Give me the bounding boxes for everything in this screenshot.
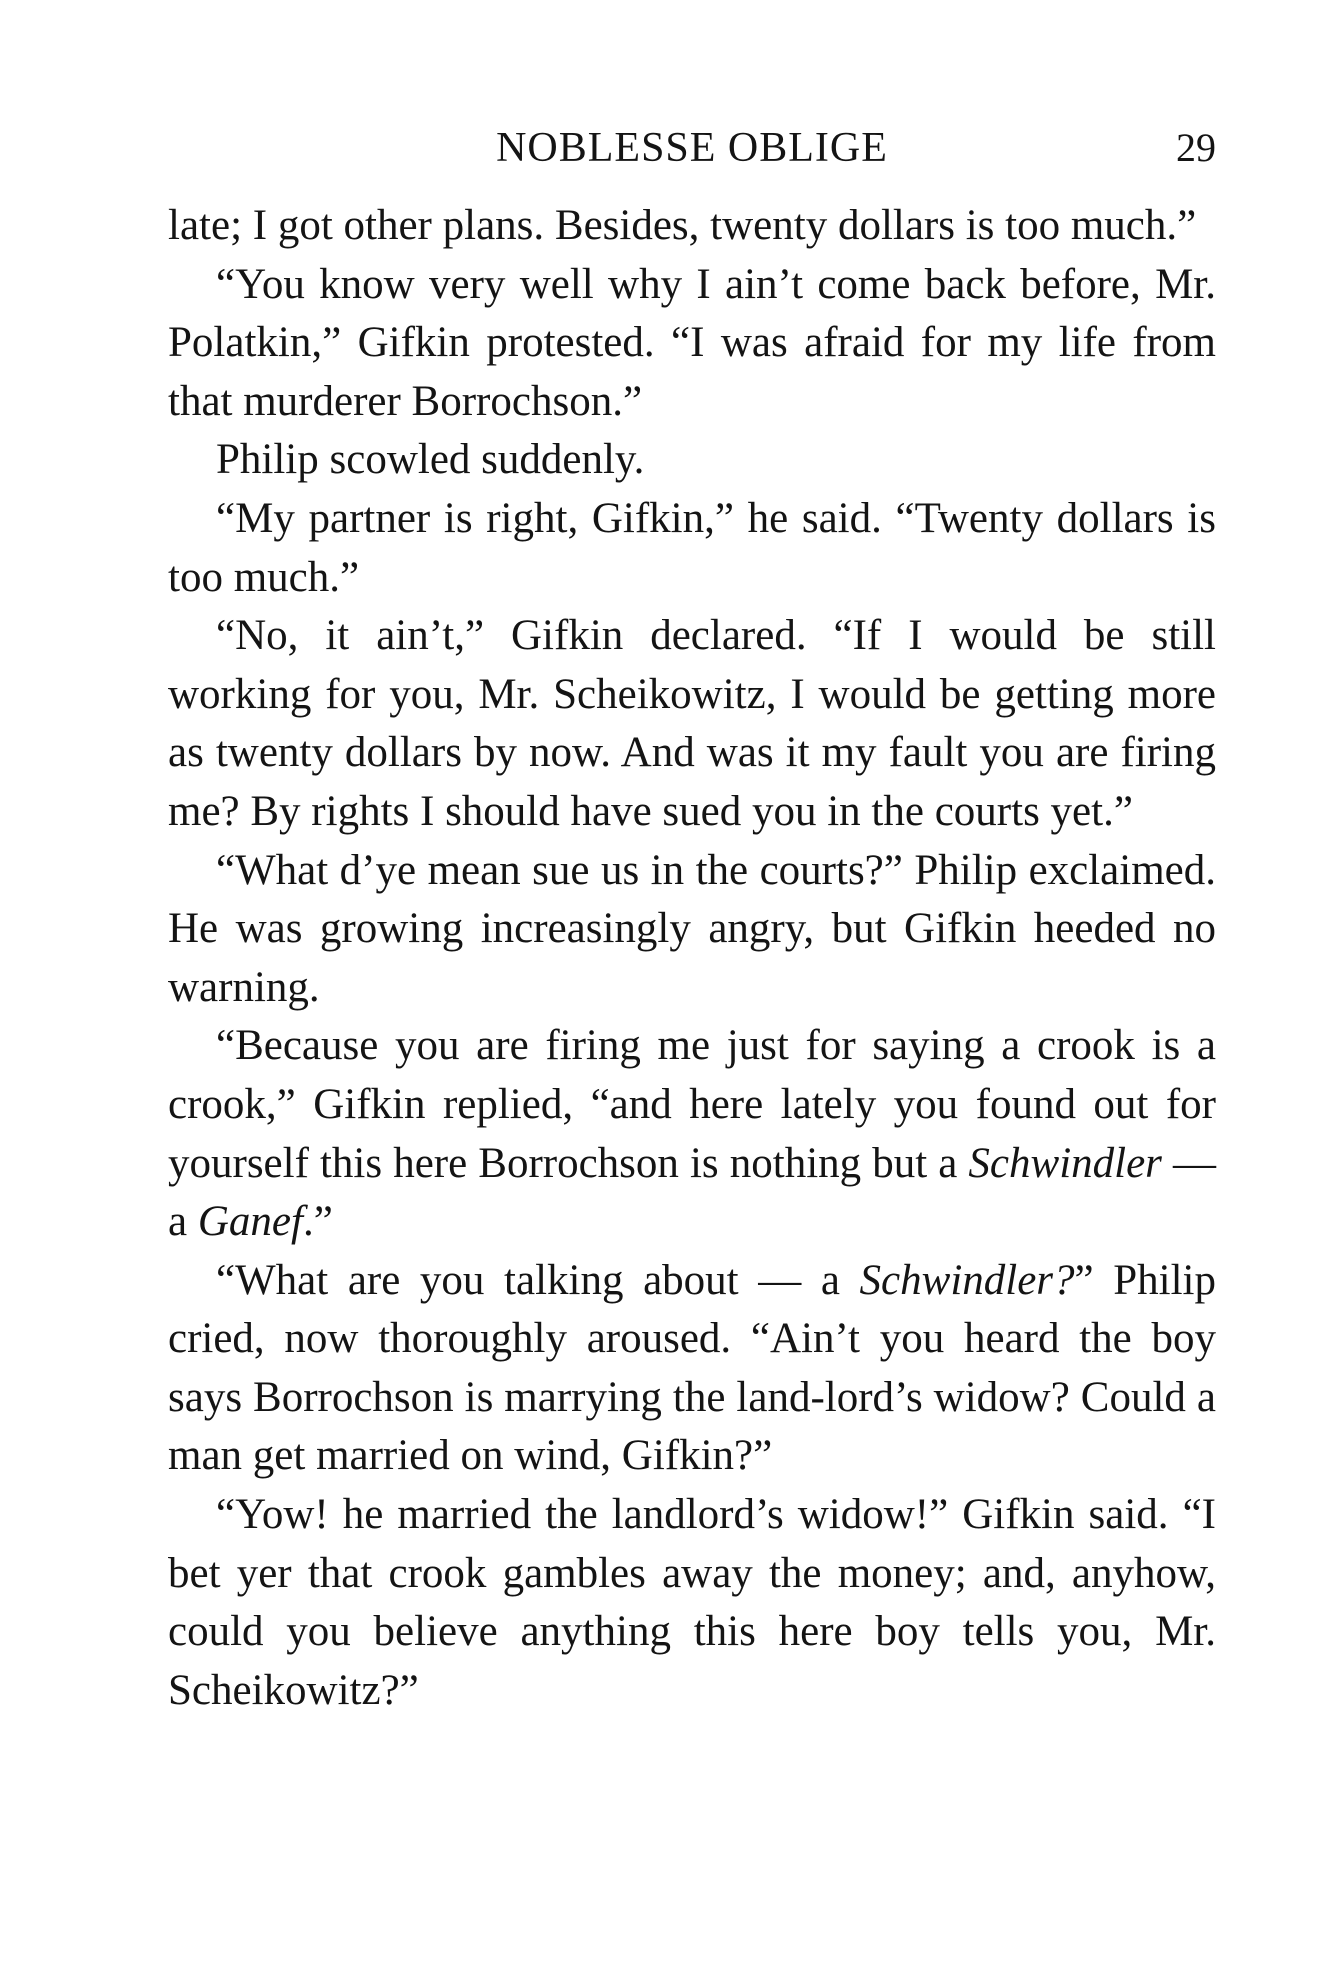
paragraph-text: “What d’ye mean sue us in the courts?” Philip exclaimed. He was growing increasingly angry, but Gifkin heeded no warning. (168, 846, 1216, 1011)
paragraph-8 (168, 1252, 1216, 1486)
paragraph-text: “My partner is right, Gifkin,” he said. “Twenty dollars is too much.” (168, 494, 1216, 601)
running-title: NOBLESSE OBLIGE (496, 125, 888, 171)
paragraph-9 (168, 1486, 1216, 1720)
paragraph-text: “Yow! he married the landlord’s widow!” Gifkin said. “I bet yer that crook gambles away the money; and, anyhow, could you believe anything this here boy tells you, Mr. Scheikowitz?” (168, 1491, 1216, 1714)
paragraph-1 (168, 197, 1216, 256)
page-number: 29 (1176, 125, 1216, 170)
paragraph-6 (168, 842, 1216, 1018)
italic-word: Schwindler (968, 1139, 1162, 1187)
paragraph-2 (168, 256, 1216, 432)
paragraph-text: “No, it ain’t,” Gifkin declared. “If I would be still working for you, Mr. Scheikowitz, I would be getting more as twenty dollars by now. And was it my fault you are firing me? By rights I should have sued you in the courts yet.” (168, 612, 1216, 835)
italic-word: Ganef (197, 1198, 303, 1246)
paragraph-4 (168, 490, 1216, 607)
paragraph-text: late; I got other plans. Besides, twenty dollars is too much.” (168, 202, 1197, 249)
paragraph-text: — a (168, 1139, 1216, 1246)
running-head (168, 118, 1216, 178)
paragraph-text: Philip scowled suddenly. (216, 436, 645, 484)
paragraph-text: “Because you are firing me just for saying a crook is a crook,” Gifkin replied, “and here lately you found out for yourself this here Borrochson is nothing but a (168, 1022, 1216, 1187)
paragraph-text: .” (302, 1198, 333, 1246)
paragraph-7 (168, 1017, 1216, 1251)
paragraph-text: “You know very well why I ain’t come back before, Mr. Polatkin,” Gifkin protested. “I was afraid for my life from that murderer Borrochson.” (168, 260, 1216, 425)
paragraph-text: ” Philip cried, now thoroughly aroused. “Ain’t you heard the boy says Borrochson is marrying the land-lord’s widow? Could a man get married on wind, Gifkin?” (168, 1256, 1216, 1480)
paragraph-text: “What are you talking about — a (216, 1256, 860, 1304)
italic-word: Schwindler? (859, 1256, 1075, 1304)
paragraph-5 (168, 607, 1216, 841)
paragraph-3 (168, 431, 1216, 490)
body-text (168, 197, 1216, 1720)
